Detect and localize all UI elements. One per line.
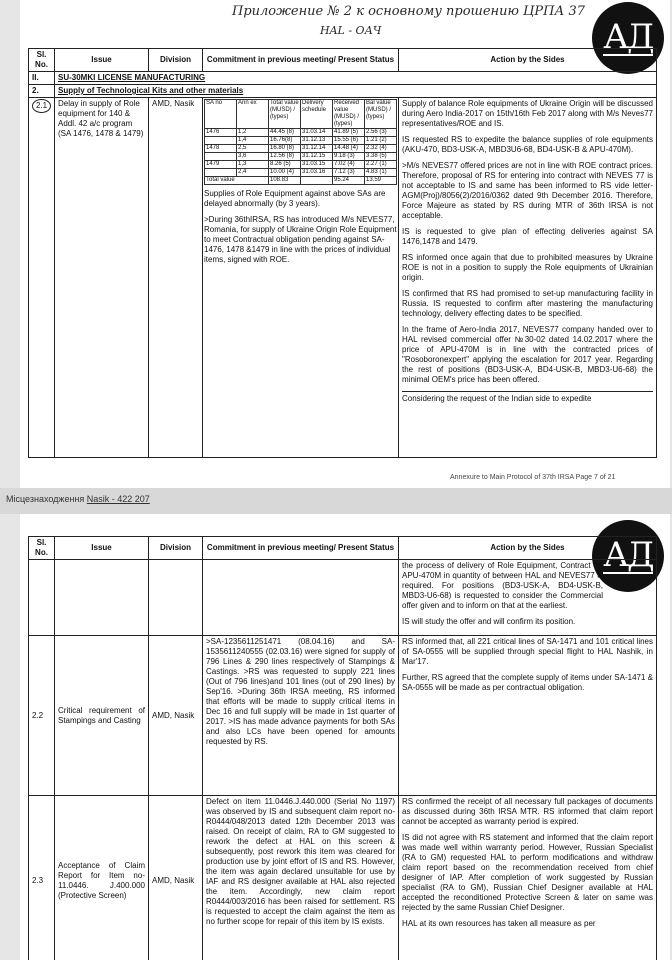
header-division: Division [149,49,203,72]
header-action: Action by the Sides [399,537,657,560]
action-paragraph: In the frame of Aero-India 2017, NEVES77 company handed over to HAL revised commercial offer №30-02 dated 14.02.2017 where the price of APU-470M is in line with the contracted prices of "Rosoboronexpert" applying the escalation for 2017 year. Regarding the rest of positions (BD3-USK-A, BD4-USK-B, MBD3-U6-68) the minimal OEM's price has been offered. [402,325,653,384]
cell: 2.56 (3) [365,129,397,137]
row-cont-issue [55,560,149,636]
cell: 44.45 (8) [269,129,301,137]
action-paragraph: RS informed that, all 221 critical lines of SA-1471 and 101 critical lines of SA-0555 will be supplied through special flight to HAL Nashik, in Mar'17. [402,637,653,666]
cell: 1.21 (2) [365,137,397,145]
cell [205,153,237,161]
row-cont-commitment [203,560,399,636]
cell: 1479 [205,161,237,169]
cell: 2,4 [237,169,269,177]
inner-header: SA no [205,100,237,129]
cell: 31.12.15 [301,153,333,161]
location-caption: Місцезнаходження [6,494,85,504]
role-equipment-table [204,99,397,185]
action-paragraph: IS confirmed that RS had promised to set-up manufacturing facility in Russia. IS requested to confirm after mastering the manufacturing technology, delivery effecting dates to be specified. [402,289,653,318]
cell: 1,3 [237,161,269,169]
row-cont-action [399,560,657,636]
inner-row [205,145,397,153]
row-2-3-issue: Acceptance of Claim Report for Item no-11.0446. J.400.000 (Protective Screen) [55,796,149,960]
cell: 2.27 (1) [365,161,397,169]
commitment-paragraph: Supplies of Role Equipment against above SAs are delayed abnormally (by 3 years). [204,189,386,208]
inner-header: Received value (MUSD) / (types) [333,100,365,129]
cell: 2,5 [237,145,269,153]
row-2-3-commitment: Defect on item 11.0446.J.440.000 (Serial No 1197) was observed by IS and subsequent claim report no-R0444/048/2013 dated 12th December 2013 was raised. On receipt of claim, RA to GM suggested to rework the defect at HAL on this screen & subsequently, post rework this item was cleared for production use by joint effort of IS and RS. However, the item was again declared unsuitable for use by IAF and RS designer available at HAL also rejected the item. Accordingly, new claim report R0444/003/2016 has been raised for settlement. RS is requested to accept the claim against the item as no further scope for repair of this item by IS exists. [203,796,399,960]
action-paragraph: IS will study the offer and will confirm its position. [402,617,576,626]
action-paragraph: Further, RS agreed that the complete supply of items under SA-1471 & SA-0555 will be made as per contractual obligation. [402,673,653,692]
inner-header: Delivery schedule [301,100,333,129]
cell [205,169,237,177]
handwritten-annotation-2: HAL - ОАЧ [320,24,382,37]
cell: 14.48 (4) [333,145,365,153]
logo-text: АД [603,535,653,575]
action-paragraph: IS requested RS to expedite the balance supplies of role equipments (AKU-470, BD3-USK-A, MBD3U6-68, BD4-USK-B & APU-470M). [402,135,653,154]
cell: 7.02 (4) [333,161,365,169]
header-issue: Issue [55,537,149,560]
row-number-2-2: 2.2 [29,636,55,796]
cell: 10.00 (4) [269,169,301,177]
row-cont-number [29,560,55,636]
cell: 16.80 (8) [269,145,301,153]
action-paragraph: Considering the request of the Indian side to expedite [402,391,653,404]
action-paragraph: HAL at its own resources has taken all measure as per [402,919,596,928]
location-label [6,494,150,504]
cell: 9.18 (3) [333,153,365,161]
inner-header: Total value (MUSD) / (types) [269,100,301,129]
location-value: Nasik - 422 207 [86,494,150,504]
logo-text: АД [603,17,653,57]
inner-header: Ann ex [237,100,269,129]
page-footer-note: Annexure to Main Protocol of 37th IRSA Page 7 of 21 [450,474,616,481]
row-2-2-action [399,636,657,796]
row-2-3-action [399,796,657,960]
inner-row [205,169,397,177]
action-paragraph: >M/s NEVES77 offered prices are not in line with ROE contract prices. Therefore, proposal of RS for entering into contract with NEVES 77 is not acceptable to IS and same has been informed to RS vide letter-AGM(Proj)/8056(2)/2016/0362 dated 9th December 2016. Therefore, Force Majeure as stated by RS during MTR of 36th IRSA is not acceptable. [402,161,653,220]
cell: 2.32 (4) [365,145,397,153]
cell: Total value [205,177,269,185]
subsection-number: 2. [29,85,55,98]
document-table-page-2 [28,536,657,960]
cell: 3.38 (5) [365,153,397,161]
cell: 8.26 (5) [269,161,301,169]
row-number-2-3: 2.3 [29,796,55,960]
cell: 41.89 (5) [333,129,365,137]
action-paragraph: RS confirmed the receipt of all necessary full packages of documents as discussed during 36th IRSA MTR. RS informed that claim report cannot be accepted as warranty period is expired. [402,797,653,826]
inner-header: Bal value (MUSD) / (types) [365,100,397,129]
action-paragraph: IS did not agree with RS statement and informed that the claim report was made well within warranty period. However, Russian Specialist (RA to GM) requested HAL to perform modifications and withdraw claim report based on the recommendation received from chief designer of IAP. After completion of work suggested by Russian specialist (RA to GM), Russian Chief Designer available at HAL accepted the reconditioned Protective Screen & later on same was rejected by the same Russian Chief Designer. [402,833,653,912]
inner-row [205,153,397,161]
document-page-2 [20,514,670,960]
cell: 1476 [205,129,237,137]
row-2-3-division: AMD, Nasik [149,796,203,960]
cell: 31.12.14 [301,145,333,153]
inner-row [205,137,397,145]
row-2-2-division: AMD, Nasik [149,636,203,796]
cell: 1,4 [237,137,269,145]
cell: 31.12.13 [301,137,333,145]
section-title: SU-30MKI LICENSE MANUFACTURING [55,72,657,85]
cell: 31.03.14 [301,129,333,137]
action-paragraph: Supply of balance Role equipments of Ukraine Origin will be discussed during Aero India-2017 on 15th/16th Feb 2017 along with M/s Neves77 representatives/ROE and IS. [402,99,653,128]
cell: 31.03.16 [301,169,333,177]
commitment-paragraph: >During 36thIRSA, RS has introduced M/s NEVES77, Romania, for supply of Ukraine Origin Role Equipment to meet Contractual obligation pending against SA-1476, 1478 &1479 in line with the prices of individual items, signed with ROE. [204,215,397,264]
row-2-2-commitment: >SA-1235611251471 (08.04.16) and SA-1535611240555 (02.03.16) were signed for supply of 796 Lines & 290 lines respectively of Stampings & Castings. >RS was requested to supply 221 lines (Out of 796 lines)and 101 lines (out of 290 lines) by Sep'16. >During 36th IRSA meeting, RS informed that efforts will be made to supply critical items in Dec 16 and full supply will be made in 1st quarter of 2017. >IS has made advance payments for both SAs and also LCs have been opened for amounts requested by RS. [203,636,399,796]
scan-divider-strip [0,488,672,514]
cell: 3,6 [237,153,269,161]
inner-total-row [205,177,397,185]
cell: 13.59 [365,177,397,185]
cell: 108.83 [269,177,301,185]
subsection-title: Supply of Technological Kits and other materials [55,85,657,98]
inner-row [205,129,397,137]
cell: 16.76(8) [269,137,301,145]
inner-row [205,161,397,169]
row-2-2-issue: Critical requirement of Stampings and Casting [55,636,149,796]
row-2-1-commitment [203,98,399,458]
row-number-2-1 [29,98,55,458]
action-paragraph: the process of delivery of Role Equipment, Contract for APU-470M in quantity of between HAL and NEVES77 is required. For positions (BD3-USK-A, BD4-USK-B, MBD3-U6-68) is requested to consider the Commercial offer given and to inform on that at the earliest. [402,561,603,610]
header-action: Action by the Sides [399,49,657,72]
cell: 4.83 (1) [365,169,397,177]
document-page-1 [20,0,670,488]
row-2-1-division: AMD, Nasik [149,98,203,458]
handwritten-annotation: Приложение № 2 к основному прошению ЦРПА 37 [232,4,585,19]
cell: 7.12 (3) [333,169,365,177]
circled-row-number: 2.1 [32,99,51,113]
header-commitment: Commitment in previous meeting/ Present Status [203,49,399,72]
cell: 1,2 [237,129,269,137]
header-division: Division [149,537,203,560]
header-sl-no: Sl. No. [29,537,55,560]
cell: 15.55 (6) [333,137,365,145]
cell [301,177,333,185]
action-paragraph: IS is requested to give plan of effecting deliveries against SA 1476,1478 and 1479. [402,227,653,246]
cell: 12.56 (8) [269,153,301,161]
section-number: II. [29,72,55,85]
header-commitment: Commitment in previous meeting/ Present Status [203,537,399,560]
header-sl-no: Sl. No. [29,49,55,72]
cell: 95.24 [333,177,365,185]
action-paragraph: RS informed once again that due to prohibited measures by Ukraine ROE is not in a position to supply the Role equipments of Ukrainian origin. [402,253,653,282]
row-cont-division [149,560,203,636]
cell: 31.03.15 [301,161,333,169]
row-2-1-action [399,98,657,458]
cell [205,137,237,145]
row-2-1-issue: Delay in supply of Role equipment for 140 & Addl. 42 a/c program (SA 1476, 1478 & 1479) [55,98,149,458]
document-table-page-1 [28,48,657,458]
cell: 1478 [205,145,237,153]
header-issue: Issue [55,49,149,72]
